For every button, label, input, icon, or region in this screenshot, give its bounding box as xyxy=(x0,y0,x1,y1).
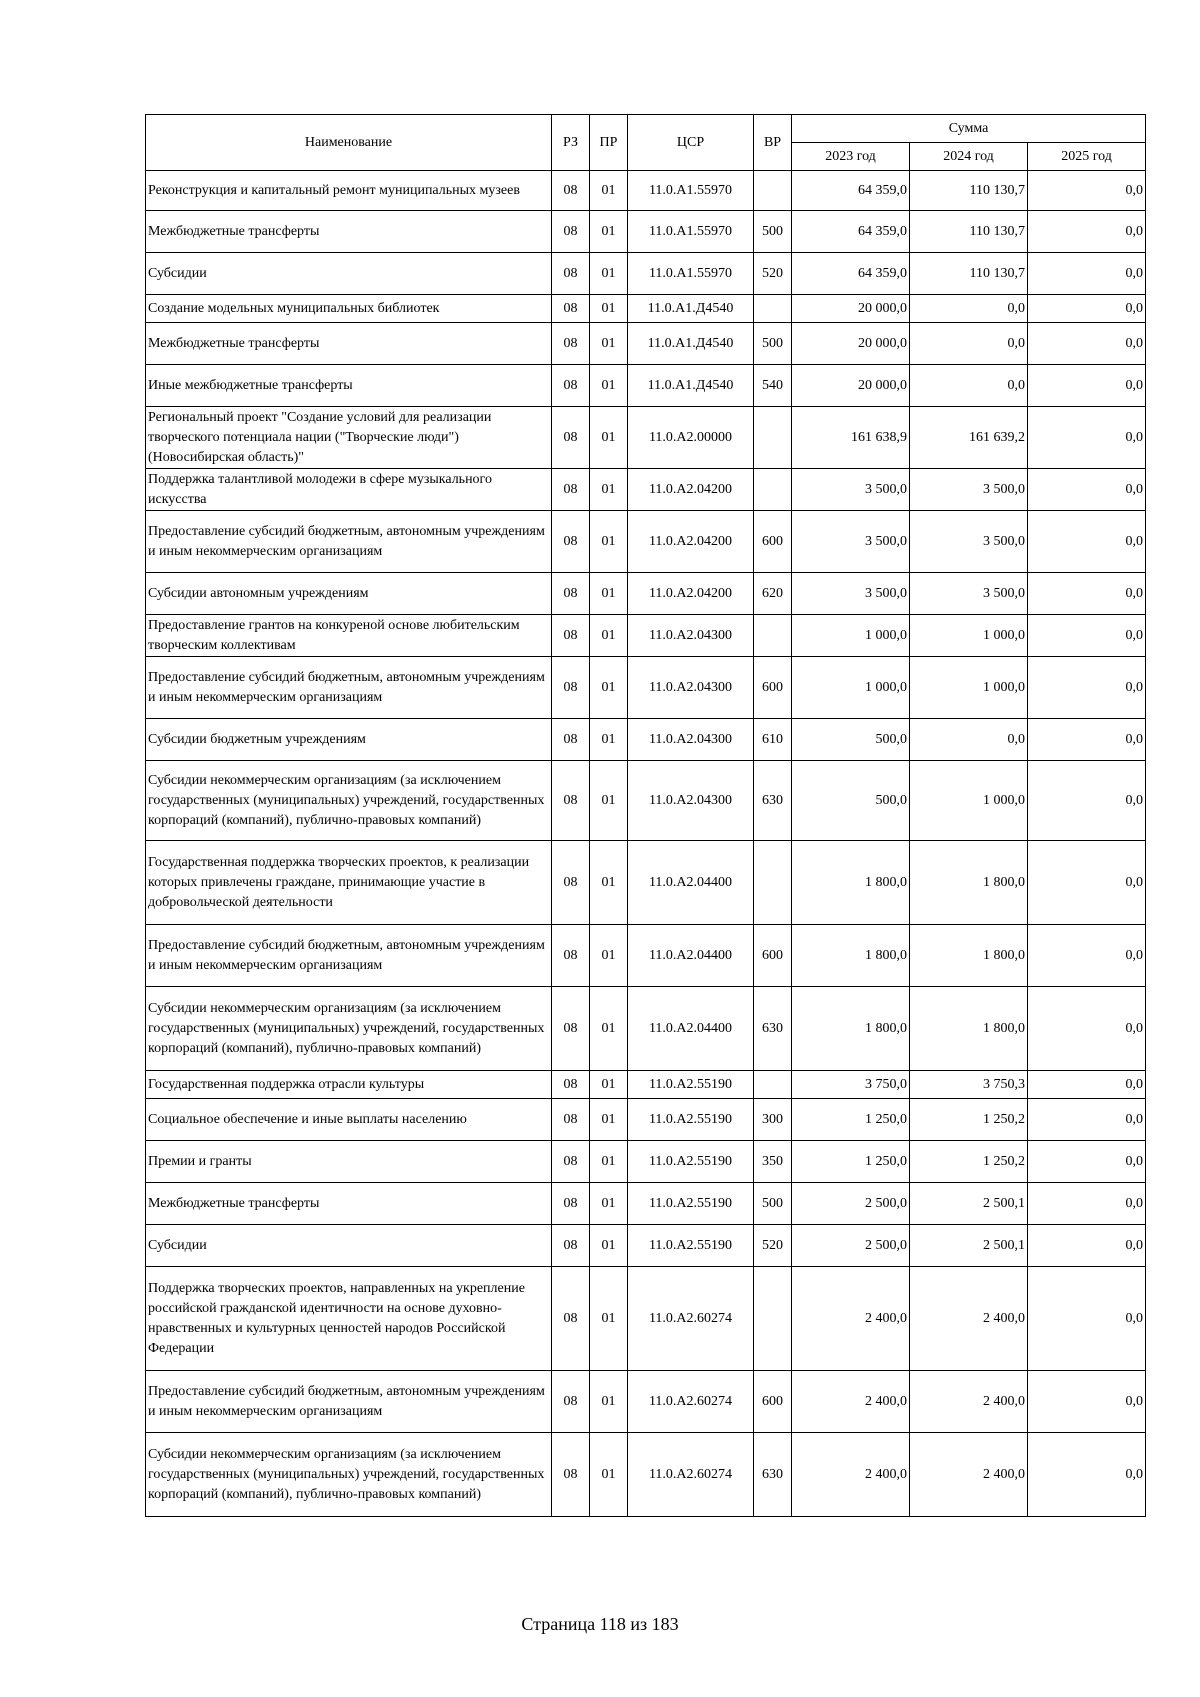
cell-2023: 1 000,0 xyxy=(792,615,910,657)
table-row xyxy=(146,1225,1146,1267)
cell-rz: 08 xyxy=(552,761,590,841)
cell-2024: 110 130,7 xyxy=(910,211,1028,253)
cell-name: Субсидии некоммерческим организациям (за исключением государственных (муниципальных) учреждений, государственных корпораций (компаний), публично-правовых компаний) xyxy=(146,987,552,1071)
cell-name: Реконструкция и капитальный ремонт муниципальных музеев xyxy=(146,171,552,211)
cell-name: Субсидии xyxy=(146,253,552,295)
cell-rz: 08 xyxy=(552,1371,590,1433)
cell-csr: 11.0.А2.04400 xyxy=(628,987,754,1071)
cell-2024: 2 400,0 xyxy=(910,1433,1028,1517)
cell-rz: 08 xyxy=(552,719,590,761)
cell-2025: 0,0 xyxy=(1028,1141,1146,1183)
cell-2025: 0,0 xyxy=(1028,323,1146,365)
table-row xyxy=(146,211,1146,253)
cell-vr xyxy=(754,407,792,469)
cell-2024: 2 500,1 xyxy=(910,1225,1028,1267)
cell-pr: 01 xyxy=(590,511,628,573)
cell-2023: 2 500,0 xyxy=(792,1225,910,1267)
cell-2025: 0,0 xyxy=(1028,365,1146,407)
cell-2025: 0,0 xyxy=(1028,719,1146,761)
table-row xyxy=(146,925,1146,987)
header-year-2023: 2023 год xyxy=(792,143,910,171)
cell-csr: 11.0.А2.04400 xyxy=(628,925,754,987)
cell-2025: 0,0 xyxy=(1028,1225,1146,1267)
cell-name: Субсидии бюджетным учреждениям xyxy=(146,719,552,761)
table-row xyxy=(146,719,1146,761)
cell-name: Субсидии некоммерческим организациям (за исключением государственных (муниципальных) учреждений, государственных корпораций (компаний), публично-правовых компаний) xyxy=(146,1433,552,1517)
cell-2024: 110 130,7 xyxy=(910,253,1028,295)
header-year-2024: 2024 год xyxy=(910,143,1028,171)
table-row xyxy=(146,171,1146,211)
cell-2025: 0,0 xyxy=(1028,295,1146,323)
cell-csr: 11.0.А2.04400 xyxy=(628,841,754,925)
cell-2025: 0,0 xyxy=(1028,1433,1146,1517)
header-name: Наименование xyxy=(146,115,552,171)
cell-csr: 11.0.А2.04200 xyxy=(628,573,754,615)
cell-vr: 300 xyxy=(754,1099,792,1141)
cell-csr: 11.0.А2.55190 xyxy=(628,1183,754,1225)
cell-2025: 0,0 xyxy=(1028,987,1146,1071)
cell-vr: 600 xyxy=(754,1371,792,1433)
cell-vr: 540 xyxy=(754,365,792,407)
cell-rz: 08 xyxy=(552,171,590,211)
cell-2023: 20 000,0 xyxy=(792,323,910,365)
cell-2024: 0,0 xyxy=(910,719,1028,761)
cell-rz: 08 xyxy=(552,469,590,511)
cell-2025: 0,0 xyxy=(1028,407,1146,469)
cell-csr: 11.0.А1.Д4540 xyxy=(628,365,754,407)
header-year-2025: 2025 год xyxy=(1028,143,1146,171)
cell-vr xyxy=(754,1267,792,1371)
cell-rz: 08 xyxy=(552,1433,590,1517)
cell-pr: 01 xyxy=(590,761,628,841)
cell-2025: 0,0 xyxy=(1028,925,1146,987)
cell-2025: 0,0 xyxy=(1028,211,1146,253)
cell-name: Предоставление субсидий бюджетным, автономным учреждениям и иным некоммерческим организациям xyxy=(146,925,552,987)
cell-name: Иные межбюджетные трансферты xyxy=(146,365,552,407)
table-row xyxy=(146,1267,1146,1371)
cell-vr xyxy=(754,615,792,657)
cell-csr: 11.0.А2.55190 xyxy=(628,1099,754,1141)
cell-name: Межбюджетные трансферты xyxy=(146,1183,552,1225)
cell-pr: 01 xyxy=(590,171,628,211)
cell-name: Создание модельных муниципальных библиотек xyxy=(146,295,552,323)
cell-2024: 0,0 xyxy=(910,323,1028,365)
cell-2024: 0,0 xyxy=(910,295,1028,323)
cell-csr: 11.0.А1.55970 xyxy=(628,211,754,253)
cell-pr: 01 xyxy=(590,1141,628,1183)
cell-csr: 11.0.А2.55190 xyxy=(628,1225,754,1267)
table-row xyxy=(146,615,1146,657)
cell-name: Поддержка талантливой молодежи в сфере музыкального искусства xyxy=(146,469,552,511)
cell-2023: 2 500,0 xyxy=(792,1183,910,1225)
table-row xyxy=(146,761,1146,841)
cell-rz: 08 xyxy=(552,573,590,615)
cell-2023: 3 500,0 xyxy=(792,573,910,615)
cell-csr: 11.0.А2.04200 xyxy=(628,511,754,573)
cell-rz: 08 xyxy=(552,1267,590,1371)
cell-2023: 3 500,0 xyxy=(792,469,910,511)
table-row xyxy=(146,573,1146,615)
cell-csr: 11.0.А2.55190 xyxy=(628,1071,754,1099)
cell-2023: 2 400,0 xyxy=(792,1267,910,1371)
cell-name: Межбюджетные трансферты xyxy=(146,323,552,365)
cell-vr: 610 xyxy=(754,719,792,761)
cell-rz: 08 xyxy=(552,1141,590,1183)
cell-2024: 2 400,0 xyxy=(910,1371,1028,1433)
cell-rz: 08 xyxy=(552,323,590,365)
cell-2023: 2 400,0 xyxy=(792,1433,910,1517)
table-row xyxy=(146,1371,1146,1433)
cell-vr xyxy=(754,171,792,211)
cell-2025: 0,0 xyxy=(1028,511,1146,573)
table-row xyxy=(146,987,1146,1071)
cell-2023: 64 359,0 xyxy=(792,211,910,253)
cell-name: Предоставление субсидий бюджетным, автономным учреждениям и иным некоммерческим организациям xyxy=(146,1371,552,1433)
cell-vr: 520 xyxy=(754,253,792,295)
table-body xyxy=(146,171,1146,1517)
cell-rz: 08 xyxy=(552,253,590,295)
cell-rz: 08 xyxy=(552,925,590,987)
cell-2024: 2 400,0 xyxy=(910,1267,1028,1371)
cell-2024: 3 500,0 xyxy=(910,511,1028,573)
cell-csr: 11.0.А2.04300 xyxy=(628,657,754,719)
cell-name: Межбюджетные трансферты xyxy=(146,211,552,253)
table-row xyxy=(146,841,1146,925)
cell-name: Предоставление грантов на конкуреной основе любительским творческим коллективам xyxy=(146,615,552,657)
cell-vr: 600 xyxy=(754,657,792,719)
cell-pr: 01 xyxy=(590,1371,628,1433)
cell-csr: 11.0.А2.60274 xyxy=(628,1267,754,1371)
cell-pr: 01 xyxy=(590,925,628,987)
cell-rz: 08 xyxy=(552,987,590,1071)
table-row xyxy=(146,365,1146,407)
cell-vr: 350 xyxy=(754,1141,792,1183)
cell-2025: 0,0 xyxy=(1028,1071,1146,1099)
cell-rz: 08 xyxy=(552,1183,590,1225)
cell-2025: 0,0 xyxy=(1028,573,1146,615)
cell-csr: 11.0.А2.55190 xyxy=(628,1141,754,1183)
cell-rz: 08 xyxy=(552,615,590,657)
table-row xyxy=(146,469,1146,511)
cell-csr: 11.0.А1.Д4540 xyxy=(628,295,754,323)
table-row xyxy=(146,407,1146,469)
cell-2023: 3 750,0 xyxy=(792,1071,910,1099)
cell-2023: 64 359,0 xyxy=(792,253,910,295)
cell-csr: 11.0.А1.55970 xyxy=(628,253,754,295)
cell-name: Субсидии xyxy=(146,1225,552,1267)
cell-csr: 11.0.А2.60274 xyxy=(628,1371,754,1433)
cell-vr xyxy=(754,295,792,323)
cell-2024: 1 250,2 xyxy=(910,1141,1028,1183)
cell-name: Предоставление субсидий бюджетным, автономным учреждениям и иным некоммерческим организациям xyxy=(146,657,552,719)
cell-pr: 01 xyxy=(590,1183,628,1225)
cell-2024: 1 000,0 xyxy=(910,615,1028,657)
cell-rz: 08 xyxy=(552,1071,590,1099)
page-number: Страница 118 из 183 xyxy=(521,1614,679,1634)
cell-rz: 08 xyxy=(552,1099,590,1141)
cell-2023: 20 000,0 xyxy=(792,365,910,407)
cell-vr xyxy=(754,1071,792,1099)
cell-name: Премии и гранты xyxy=(146,1141,552,1183)
cell-rz: 08 xyxy=(552,1225,590,1267)
header-pr: ПР xyxy=(590,115,628,171)
cell-name: Поддержка творческих проектов, направленных на укрепление российской гражданской идентичности на основе духовно-нравственных и культурных ценностей народов Российской Федерации xyxy=(146,1267,552,1371)
cell-pr: 01 xyxy=(590,365,628,407)
table-row xyxy=(146,657,1146,719)
cell-pr: 01 xyxy=(590,211,628,253)
cell-name: Предоставление субсидий бюджетным, автономным учреждениям и иным некоммерческим организациям xyxy=(146,511,552,573)
cell-vr: 600 xyxy=(754,925,792,987)
cell-pr: 01 xyxy=(590,469,628,511)
cell-rz: 08 xyxy=(552,657,590,719)
cell-2025: 0,0 xyxy=(1028,1371,1146,1433)
cell-2024: 3 500,0 xyxy=(910,573,1028,615)
cell-2025: 0,0 xyxy=(1028,657,1146,719)
cell-2023: 1 800,0 xyxy=(792,925,910,987)
cell-2023: 500,0 xyxy=(792,761,910,841)
cell-2024: 1 000,0 xyxy=(910,657,1028,719)
cell-2025: 0,0 xyxy=(1028,841,1146,925)
cell-pr: 01 xyxy=(590,841,628,925)
cell-2025: 0,0 xyxy=(1028,469,1146,511)
cell-name: Социальное обеспечение и иные выплаты населению xyxy=(146,1099,552,1141)
cell-name: Государственная поддержка отрасли культуры xyxy=(146,1071,552,1099)
cell-vr: 520 xyxy=(754,1225,792,1267)
cell-rz: 08 xyxy=(552,295,590,323)
cell-2024: 1 000,0 xyxy=(910,761,1028,841)
header-rz: РЗ xyxy=(552,115,590,171)
cell-vr: 630 xyxy=(754,987,792,1071)
header-csr: ЦСР xyxy=(628,115,754,171)
cell-vr: 630 xyxy=(754,761,792,841)
cell-pr: 01 xyxy=(590,1071,628,1099)
table-row xyxy=(146,253,1146,295)
cell-2023: 1 800,0 xyxy=(792,841,910,925)
cell-2025: 0,0 xyxy=(1028,615,1146,657)
cell-rz: 08 xyxy=(552,511,590,573)
cell-csr: 11.0.А2.04300 xyxy=(628,615,754,657)
cell-name: Государственная поддержка творческих проектов, к реализации которых привлечены граждане, принимающие участие в добровольческой деятельности xyxy=(146,841,552,925)
cell-2025: 0,0 xyxy=(1028,1267,1146,1371)
cell-csr: 11.0.А2.04200 xyxy=(628,469,754,511)
table-row xyxy=(146,1141,1146,1183)
cell-2023: 161 638,9 xyxy=(792,407,910,469)
cell-2024: 2 500,1 xyxy=(910,1183,1028,1225)
budget-table xyxy=(145,114,1146,1517)
cell-name: Субсидии автономным учреждениям xyxy=(146,573,552,615)
header-sum: Сумма xyxy=(792,115,1146,143)
cell-rz: 08 xyxy=(552,365,590,407)
cell-2024: 0,0 xyxy=(910,365,1028,407)
cell-2025: 0,0 xyxy=(1028,1099,1146,1141)
cell-pr: 01 xyxy=(590,615,628,657)
cell-pr: 01 xyxy=(590,295,628,323)
cell-csr: 11.0.А2.00000 xyxy=(628,407,754,469)
cell-vr xyxy=(754,841,792,925)
cell-2024: 1 250,2 xyxy=(910,1099,1028,1141)
cell-csr: 11.0.А1.55970 xyxy=(628,171,754,211)
cell-pr: 01 xyxy=(590,573,628,615)
cell-pr: 01 xyxy=(590,719,628,761)
cell-csr: 11.0.А2.04300 xyxy=(628,761,754,841)
table-row xyxy=(146,1099,1146,1141)
cell-rz: 08 xyxy=(552,841,590,925)
cell-2024: 161 639,2 xyxy=(910,407,1028,469)
cell-2023: 2 400,0 xyxy=(792,1371,910,1433)
table-row xyxy=(146,1433,1146,1517)
cell-vr xyxy=(754,469,792,511)
cell-csr: 11.0.А2.60274 xyxy=(628,1433,754,1517)
cell-2025: 0,0 xyxy=(1028,1183,1146,1225)
cell-vr: 500 xyxy=(754,211,792,253)
cell-pr: 01 xyxy=(590,1433,628,1517)
cell-pr: 01 xyxy=(590,1099,628,1141)
cell-2023: 20 000,0 xyxy=(792,295,910,323)
table-row xyxy=(146,295,1146,323)
cell-pr: 01 xyxy=(590,323,628,365)
cell-vr: 620 xyxy=(754,573,792,615)
cell-name: Региональный проект "Создание условий для реализации творческого потенциала нации ("Творческие люди") (Новосибирская область)" xyxy=(146,407,552,469)
cell-2024: 1 800,0 xyxy=(910,987,1028,1071)
cell-vr: 500 xyxy=(754,323,792,365)
cell-2024: 1 800,0 xyxy=(910,925,1028,987)
cell-2024: 110 130,7 xyxy=(910,171,1028,211)
table-header xyxy=(146,115,1146,171)
cell-2025: 0,0 xyxy=(1028,171,1146,211)
table-row xyxy=(146,1071,1146,1099)
cell-2023: 1 250,0 xyxy=(792,1141,910,1183)
cell-name: Субсидии некоммерческим организациям (за исключением государственных (муниципальных) учреждений, государственных корпораций (компаний), публично-правовых компаний) xyxy=(146,761,552,841)
table-row xyxy=(146,1183,1146,1225)
cell-csr: 11.0.А1.Д4540 xyxy=(628,323,754,365)
header-vr: ВР xyxy=(754,115,792,171)
cell-pr: 01 xyxy=(590,987,628,1071)
cell-pr: 01 xyxy=(590,253,628,295)
cell-rz: 08 xyxy=(552,211,590,253)
cell-2023: 500,0 xyxy=(792,719,910,761)
cell-2024: 3 750,3 xyxy=(910,1071,1028,1099)
cell-2023: 3 500,0 xyxy=(792,511,910,573)
cell-rz: 08 xyxy=(552,407,590,469)
cell-csr: 11.0.А2.04300 xyxy=(628,719,754,761)
cell-vr: 500 xyxy=(754,1183,792,1225)
cell-2025: 0,0 xyxy=(1028,253,1146,295)
cell-vr: 600 xyxy=(754,511,792,573)
cell-2024: 1 800,0 xyxy=(910,841,1028,925)
cell-vr: 630 xyxy=(754,1433,792,1517)
table-row xyxy=(146,511,1146,573)
table-row xyxy=(146,323,1146,365)
cell-2024: 3 500,0 xyxy=(910,469,1028,511)
cell-2025: 0,0 xyxy=(1028,761,1146,841)
cell-pr: 01 xyxy=(590,657,628,719)
cell-pr: 01 xyxy=(590,1267,628,1371)
cell-2023: 1 000,0 xyxy=(792,657,910,719)
cell-pr: 01 xyxy=(590,1225,628,1267)
cell-2023: 1 800,0 xyxy=(792,987,910,1071)
cell-2023: 1 250,0 xyxy=(792,1099,910,1141)
cell-2023: 64 359,0 xyxy=(792,171,910,211)
cell-pr: 01 xyxy=(590,407,628,469)
